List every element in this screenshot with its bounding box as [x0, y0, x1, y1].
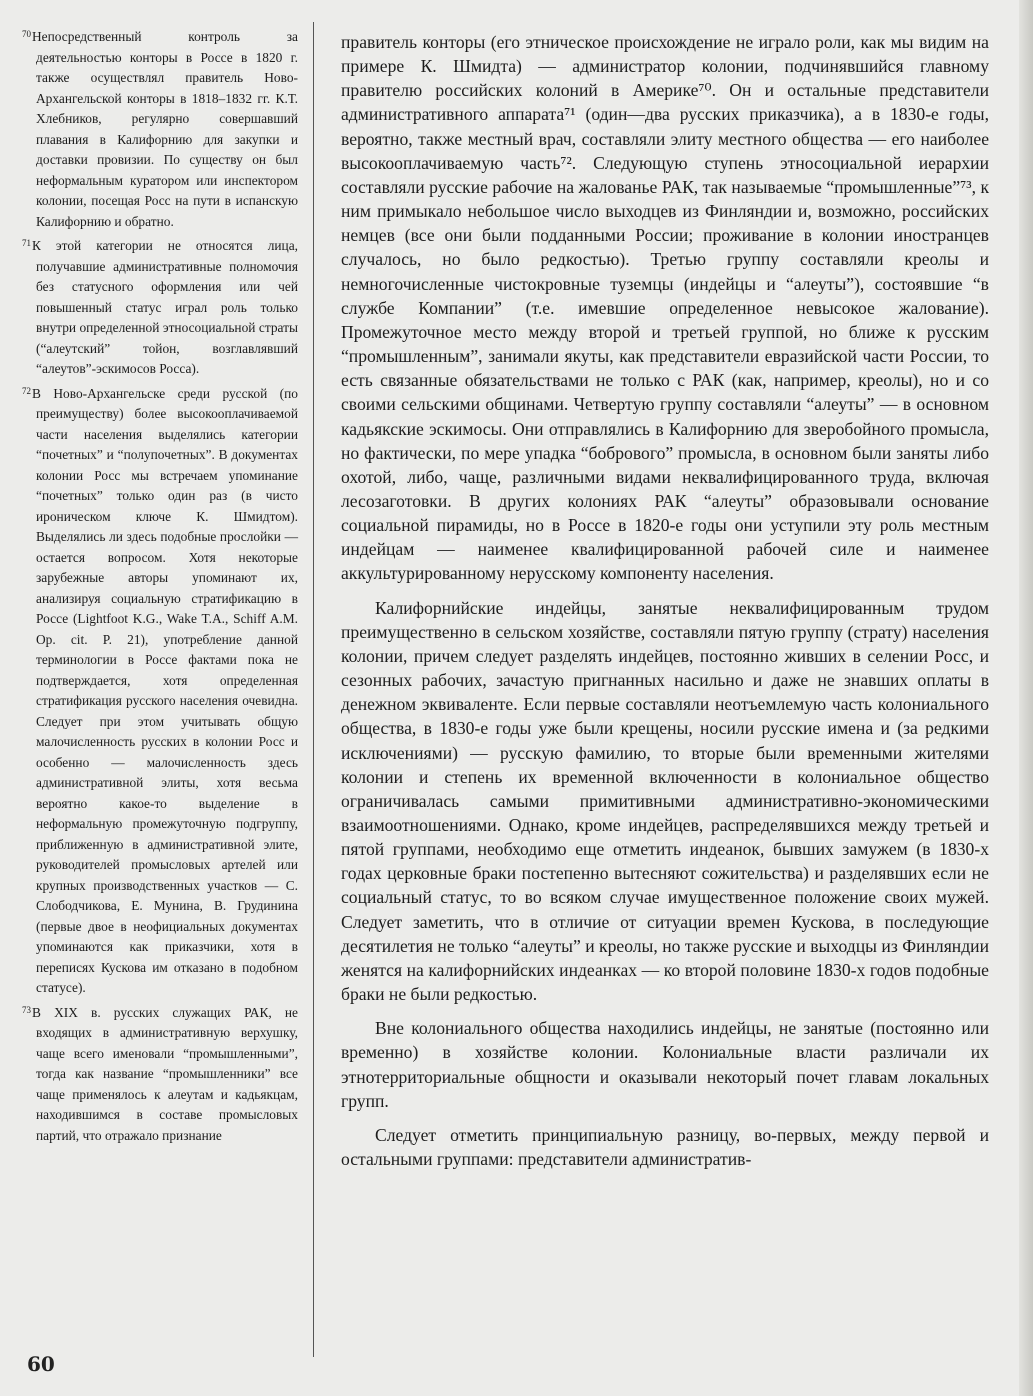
footnote-number: 70: [22, 29, 31, 39]
footnote-text: В Ново-Архангельске среди русской (по преимуществу) более высокооплачиваемой части населения выделялись категории “почетных” и “полупочетных”. В документах колонии Росс мы встречаем упоминание “почетных” только один раз (в чисто ироническом ключе К. Шмидтом). Выделялись ли здесь подобные прослойки — остается вопросом. Хотя некоторые зарубежные авторы упоминают их, анализируя социальную стратификацию в Россе (Lightfoot K.G., Wake T.A., Schiff A.M. Op. cit. P. 21), употребление данной терминологии в Россе фактами пока не подтверждается, хотя определенная стратификация русского населения очевидна. Следует при этом учитывать общую малочисленность русских в колонии Росс и особенно — малочисленность здесь административной элиты, хотя весьма вероятно какое-то выделение в неформальную промежуточную подгруппу, приближенную в административной элите, руководителей промысловых артелей или крупных производственных участков — С. Слободчикова, Е. Мунина, В. Грудинина (первые двое в неофициальных документах упоминаются как приказчики, хотя в переписях Кускова им отказано в подобном статусе).: [32, 385, 298, 995]
footnote-number: 73: [22, 1004, 31, 1015]
main-text-column: [341, 30, 989, 1181]
page-number: 60: [27, 1352, 55, 1376]
footnote-text: К этой категории не относятся лица, получавшие административные полномочия без статусного оформления или чей повышенный статус играл роль только внутри определенной этносоциальной страты (“алеутский” тойон, возглавлявший “алеутов”-эскимосов Росса).: [32, 238, 298, 376]
footnote-text: Непосредственный контроль за деятельностью конторы в Россе в 1820 г. также осуществлял правитель Ново-Архангельской конторы в 1818–1832 гг. К.Т. Хлебников, регулярно совершавший плавания в Калифорнию для закупки и доставки провизии. По существу он был неформальным куратором или инспектором колонии, посещая Росс на пути в испанскую Калифорнию и обратно.: [32, 29, 298, 229]
footnote-73: [22, 1000, 298, 1147]
footnote-number: 72: [22, 385, 31, 396]
footnote-number: 71: [22, 238, 31, 248]
page-edge-shadow: [1019, 0, 1033, 1396]
footnote-70: [22, 24, 298, 232]
column-divider: [313, 22, 314, 1357]
paragraph-3: Вне колониального общества находились индейцы, не занятые (постоянно или временно) в хозяйстве колонии. Колониальные власти различали их этнотерриториальные общности и оказывали некоторый почет главам локальных групп.: [341, 1018, 989, 1111]
footnotes-column: [22, 24, 298, 1147]
paragraph-1: правитель конторы (его этническое происхождение не играло роли, как мы видим на примере К. Шмидта) — администратор колонии, подчинявшийся главному правителю российских колоний в Америке⁷⁰. Он и остальные представители административного аппарата⁷¹ (один—два русских приказчика), а в 1830-е годы, вероятно, также местный врач, составляли элиту местного общества — его наиболее высокооплачиваемую часть⁷². Следующую ступень этносоциальной иерархии составляли русские рабочие на жалованье РАК, так называемые “промышленные”⁷³, к ним примыкало небольшое число выходцев из Финляндии и, возможно, российских немцев (все они были подданными России; проживание в колонии иностранцев случалось, но было редкостью). Третью группу составляли креолы и немногочисленные чистокровные туземцы (индейцы и “алеуты”), состоявшие “в службе Компании” (т.е. имевшие определенное невысокое жалование). Промежуточное место между второй и третьей группой, но ближе к русским “промышленным”, занимали якуты, как представители евразийской части России, то есть связанные обязательствами не только с РАК (как, например, креолы), но и со своими сельскими общинами. Четвертую группу составляли “алеуты” — в основном кадьякские эскимосы. Они отправлялись в Калифорнию для зверобойного промысла, но фактически, по мере упадка “бобрового” промысла, в основном были заняты либо охотой, либо, чаще, различными видами неквалифицированного труда, включая лесозаготовки. В других колониях РАК “алеуты” образовывали основание социальной пирамиды, но в Россе в 1820-е годы они уступили эту роль местным индейцам — наименее квалифицированной рабочей силе и наименее аккультурированному нерусскому компоненту населения.: [341, 32, 989, 584]
footnote-72: [22, 381, 298, 999]
paragraph-2: Калифорнийские индейцы, занятые неквалифицированным трудом преимущественно в сельском хозяйстве, составляли пятую группу (страту) населения колонии, причем следует разделять индейцев, постоянно живших в селении Росс, и сезонных рабочих, зачастую пригнанных насильно и даже не знавших оплаты в денежном эквиваленте. Если первые составляли неотъемлемую часть колониального общества, в 1830-е годы уже были крещены, носили русские имена и (за редкими исключениями) — русскую фамилию, то вторые были временными жителями колонии и степень их временной включенности в колониальное общество ограничивалась самыми примитивными административно-экономическими взаимоотношениями. Однако, кроме индейцев, распределявшихся между третьей и пятой группами, необходимо еще отметить индеанок, бывших замужем (в 1830-х годах церковные браки постепенно вытесняют сожительства) и разделявших если не социальный статус, то во всяком случае имущественное положение своих мужей. Следует заметить, что в отличие от ситуации времен Кускова, в последующие десятилетия не только “алеуты” и креолы, но также русские и выходцы из Финляндии женятся на калифорнийских индеанках — ко второй половине 1830-х годов подобные браки не были редкостью.: [341, 597, 989, 1005]
paragraph-4: Следует отметить принципиальную разницу, во-первых, между первой и остальными группами: представители административ-: [341, 1124, 989, 1170]
footnote-text: В XIX в. русских служащих РАК, не входящих в административную верхушку, чаще всего именовали “промышленными”, тогда как название “промышленники” все чаще применялось к алеутам и кадьякцам, находившимся в составе промысловых партий, что отражало признание: [32, 1004, 298, 1143]
footnote-71: [22, 233, 298, 380]
